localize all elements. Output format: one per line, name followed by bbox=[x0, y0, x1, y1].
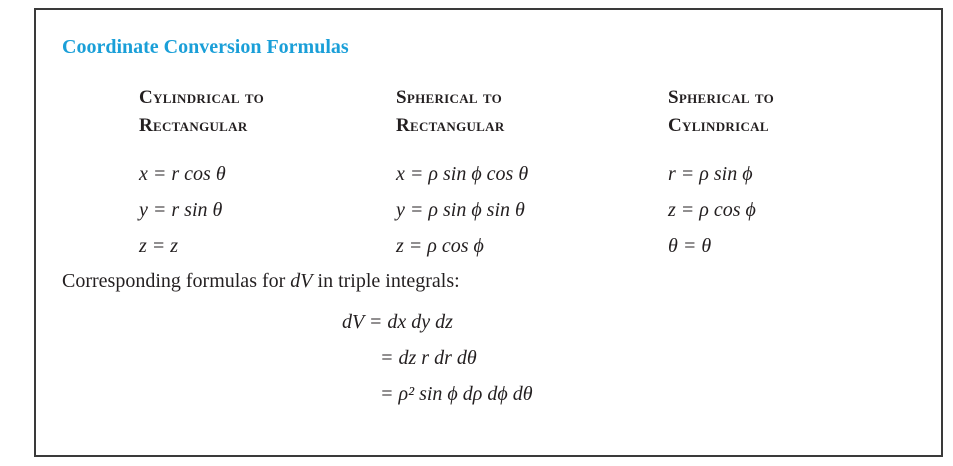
column-spherical-to-rectangular bbox=[396, 84, 528, 264]
formula: y = r sin θ bbox=[139, 199, 223, 221]
dv-line: = dz r dr dθ bbox=[380, 347, 477, 369]
dv-note-suffix: in triple integrals: bbox=[312, 270, 460, 292]
column-cylindrical-to-rectangular bbox=[139, 84, 264, 264]
column-heading-line1: Spherical to bbox=[668, 87, 775, 108]
formula-list bbox=[396, 156, 528, 264]
box-title: Coordinate Conversion Formulas bbox=[62, 36, 349, 58]
formula-box bbox=[34, 8, 943, 457]
column-heading bbox=[139, 84, 264, 140]
formula: z = ρ cos ϕ bbox=[396, 235, 484, 257]
formula-list bbox=[668, 156, 774, 264]
dv-line: dV = dx dy dz bbox=[342, 311, 453, 333]
column-heading-line1: Spherical to bbox=[396, 87, 503, 108]
column-spherical-to-cylindrical bbox=[668, 84, 774, 264]
column-heading-line2: Cylindrical bbox=[668, 115, 769, 136]
formula: z = ρ cos ϕ bbox=[668, 199, 756, 221]
dv-line: = ρ² sin ϕ dρ dϕ dθ bbox=[380, 383, 533, 405]
dv-note-var: dV bbox=[290, 270, 313, 292]
dv-note bbox=[62, 270, 460, 293]
column-heading-line1: Cylindrical to bbox=[139, 87, 265, 108]
dv-formula-block bbox=[342, 304, 533, 412]
formula: r = ρ sin ϕ bbox=[668, 163, 753, 185]
column-heading bbox=[396, 84, 528, 140]
formula-list bbox=[139, 156, 264, 264]
formula: y = ρ sin ϕ sin θ bbox=[396, 199, 525, 221]
column-heading-line2: Rectangular bbox=[396, 115, 505, 136]
formula: x = r cos θ bbox=[139, 163, 226, 185]
column-heading-line2: Rectangular bbox=[139, 115, 248, 136]
column-heading bbox=[668, 84, 774, 140]
formula: z = z bbox=[139, 235, 179, 257]
dv-note-prefix: Corresponding formulas for bbox=[62, 270, 291, 292]
formula: x = ρ sin ϕ cos θ bbox=[396, 163, 529, 185]
formula: θ = θ bbox=[668, 235, 712, 257]
